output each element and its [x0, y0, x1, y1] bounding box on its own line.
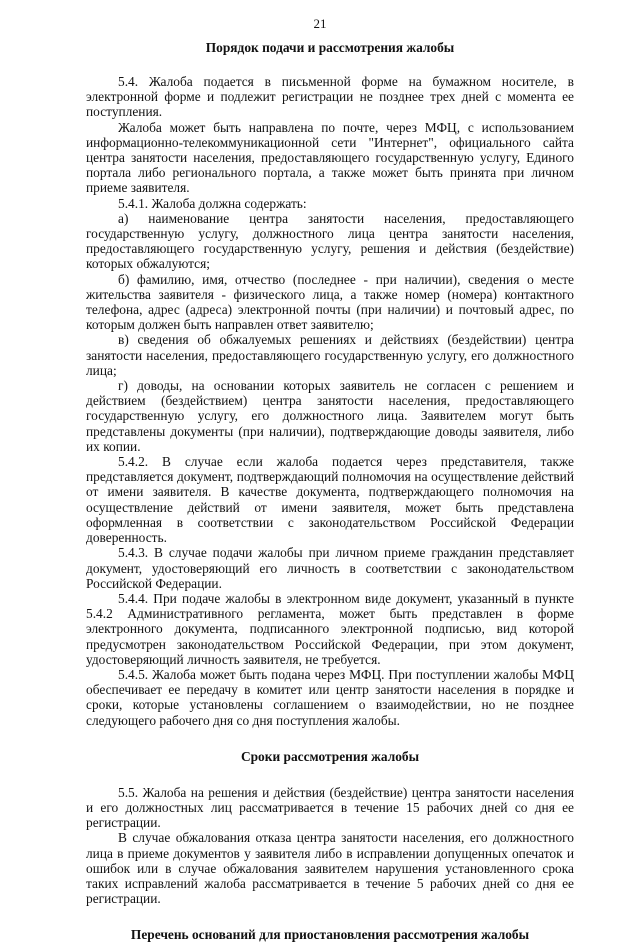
section-heading-complaint-procedure: Порядок подачи и рассмотрения жалобы: [205, 40, 455, 55]
paragraph: 5.4.5. Жалоба может быть подана через МФЦ. При поступлении жалобы МФЦ обеспечивает ее передачу в комитет или центр занятости населения в порядке и сроки, которые установлены соглашением о взаимодействии, но не позднее следующего рабочего дня со дня поступления жалобы.: [86, 666, 574, 728]
section-heading-review-terms: Сроки рассмотрения жалобы: [240, 748, 420, 764]
paragraph: а) наименование центра занятости населения, предоставляющего государственную услугу, должностного лица центра занятости населения, предоставляющего государственную услугу, решения и действия (бездействие) которых обжалуются;: [86, 210, 574, 272]
paragraph: В случае обжалования отказа центра занятости населения, его должностного лица в приеме документов у заявителя либо в исправлении допущенных опечаток и ошибок или в случае обжалования заявителем нарушения установленного срока таких исправлений жалоба рассматривается в течение 5 рабочих дней со дня ее регистрации.: [86, 830, 574, 907]
paragraph: Жалоба может быть направлена по почте, через МФЦ, с использованием информационно-телекоммуникационной сети "Интернет", официального сайта центра занятости населения, предоставляющего государственную услугу, Единого портала либо регионального портала, а также может быть принята при личном приеме заявителя.: [86, 119, 574, 196]
paragraph: 5.4.2. В случае если жалоба подается через представителя, также представляется документ, подтверждающий полномочия на осуществление действий от имени заявителя. В качестве документа, подтверждающего полномочия на осуществление действий от имени заявителя, может быть представлена оформленная в соответствии с законодательством Российской Федерации доверенность.: [86, 454, 574, 546]
paragraph: 5.4.1. Жалоба должна содержать:: [118, 195, 307, 211]
page-number: 21: [313, 16, 327, 31]
paragraph: в) сведения об обжалуемых решениях и действиях (бездействии) центра занятости населения, предоставляющего государственную услугу, его должностного лица;: [86, 332, 574, 378]
paragraph: 5.4.4. При подаче жалобы в электронном виде документ, указанный в пункте 5.4.2 Административного регламента, может быть представлен в форме электронного документа, подписанного электронной подписью, вид которой предусмотрен законодательством Российской Федерации, при этом документ, удостоверяющий личность заявителя, не требуется.: [86, 590, 574, 667]
section-heading-suspension-grounds: Перечень оснований для приостановления рассмотрения жалобы: [130, 927, 530, 942]
paragraph: 5.5. Жалоба на решения и действия (бездействие) центра занятости населения и его должностных лиц рассматривается в течение 15 рабочих дней со дня ее регистрации.: [86, 784, 574, 831]
paragraph: 5.4. Жалоба подается в письменной форме на бумажном носителе, в электронной форме и подлежит регистрации не позднее трех дней с момента ее поступления.: [86, 74, 574, 120]
paragraph: г) доводы, на основании которых заявитель не согласен с решением и действием (бездействием) центра занятости населения, предоставляющего государственную услугу, его должностного лица. Заявителем могут быть представлены документы (при наличии), подтверждающие доводы заявителя, либо их копии.: [86, 378, 574, 454]
paragraph: б) фамилию, имя, отчество (последнее - при наличии), сведения о месте жительства заявителя - физического лица, а также номер (номера) контактного телефона, адрес (адреса) электронной почты (при наличии) и почтовый адрес, по которым должен быть направлен ответ заявителю;: [86, 271, 574, 333]
document-body: [86, 40, 574, 942]
paragraph: 5.4.3. В случае подачи жалобы при личном приеме гражданин представляет документ, удостоверяющий его личность в соответствии с законодательством Российской Федерации.: [86, 545, 574, 591]
